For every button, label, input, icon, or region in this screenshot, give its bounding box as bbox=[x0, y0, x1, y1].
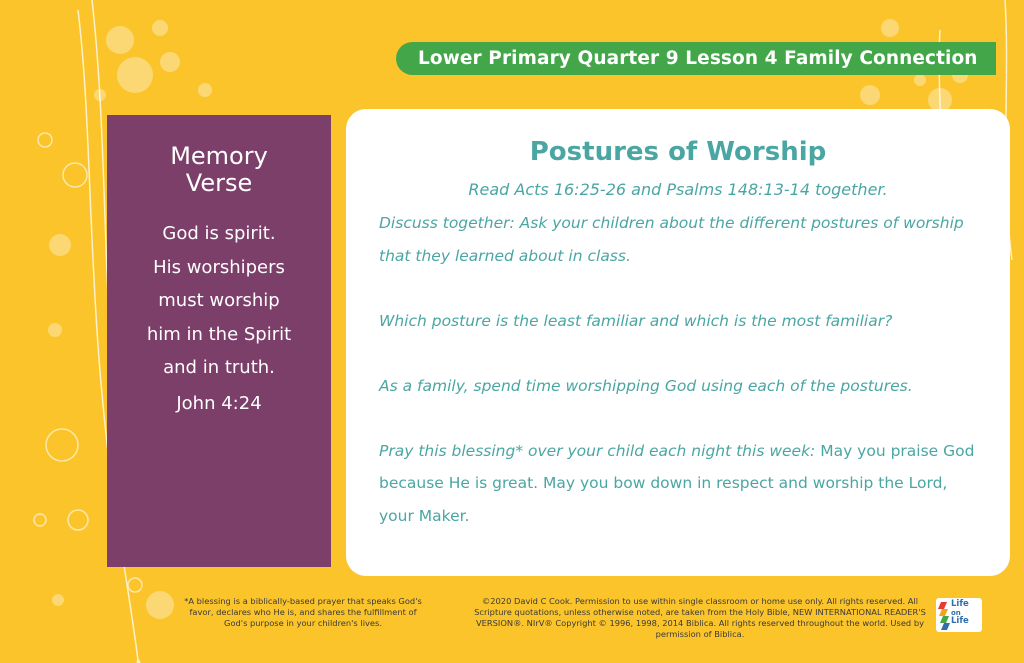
blessing-footnote: *A blessing is a biblically-based prayer that speaks God's favor, declares who He is, and shares the fulfillment of God's purpose in your children's lives. bbox=[184, 596, 422, 628]
family-paragraph: As a family, spend time worshipping God using each of the postures. bbox=[379, 376, 913, 395]
question-paragraph: Which posture is the least familiar and which is the most familiar? bbox=[379, 311, 893, 330]
copyright-notice: ©2020 David C Cook. Permission to use within single classroom or home use only. All rights reserved. All Scripture quotations, unless otherwise noted, are taken from the Holy Bible, NEW INTERNATIONAL READER'S VERSION®. NIrV® Copyright © 1996, 1998, 2014 Biblica. All rights reserved throughout the world. Used by permission of Biblica. bbox=[474, 596, 926, 639]
logo-line: on bbox=[951, 608, 961, 617]
discuss-paragraph: Discuss together: Ask your children about the different postures of worship that they learned about in class. bbox=[379, 214, 964, 265]
verse-reference: John 4:24 bbox=[176, 392, 262, 414]
verse-line: God is spirit. bbox=[162, 223, 276, 244]
logo-line: Life bbox=[951, 599, 969, 609]
logo-stripes-icon bbox=[938, 600, 952, 630]
verse-line: and in truth. bbox=[163, 357, 275, 378]
memory-verse-panel bbox=[107, 115, 331, 567]
verse-line: His worshipers bbox=[153, 256, 285, 278]
memory-verse-text bbox=[107, 217, 331, 385]
memory-verse-title: Memory Verse bbox=[170, 142, 268, 197]
logo-text bbox=[951, 600, 969, 626]
lesson-banner bbox=[396, 42, 996, 75]
banner-label: Lower Primary Quarter 9 Lesson 4 Family Connection bbox=[418, 48, 978, 69]
card-title: Postures of Worship bbox=[529, 137, 827, 167]
card-body bbox=[379, 207, 979, 532]
pray-blessing: May you praise God because He is great. May you bow down in respect and worship the Lord, your Maker. bbox=[379, 441, 975, 525]
pray-intro: Pray this blessing* over your child each night this week: bbox=[379, 441, 816, 460]
verse-line: must worship bbox=[158, 290, 280, 311]
pray-paragraph bbox=[379, 435, 979, 533]
card-subtitle: Read Acts 16:25-26 and Psalms 148:13-14 together. bbox=[468, 180, 888, 199]
life-on-life-logo bbox=[936, 598, 982, 632]
activity-card bbox=[346, 109, 1010, 576]
logo-line: Life bbox=[951, 615, 969, 626]
verse-line: him in the Spirit bbox=[146, 323, 292, 345]
